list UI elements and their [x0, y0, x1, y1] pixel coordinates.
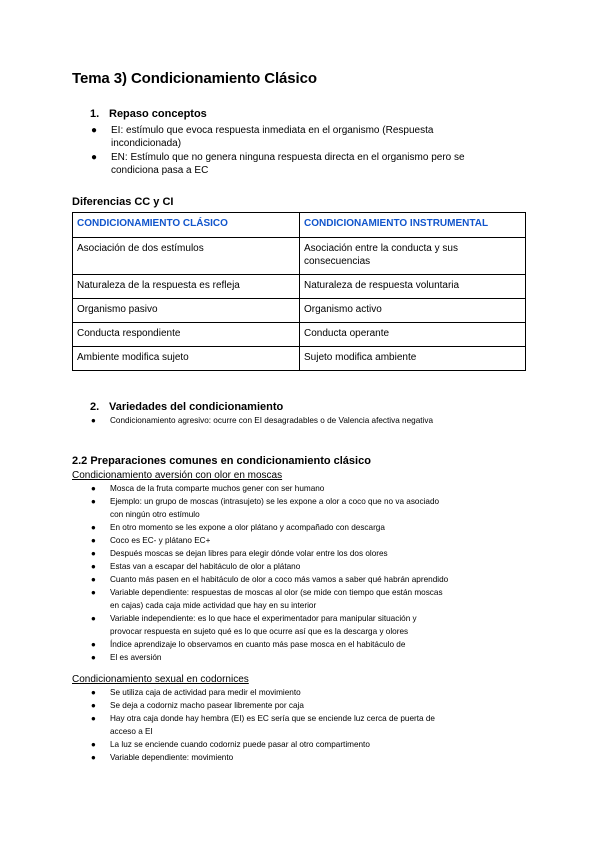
- subsection-title: Condicionamiento sexual en codornices: [72, 674, 249, 685]
- bullet-icon: ●: [91, 536, 96, 545]
- bullet-icon: ●: [91, 575, 96, 584]
- table-header-row: [73, 213, 526, 238]
- bullet-icon: ●: [91, 497, 96, 506]
- page-title: Tema 3) Condicionamiento Clásico: [72, 70, 317, 87]
- bullet-icon: ●: [91, 614, 96, 623]
- table-row: [73, 238, 526, 275]
- bullet-icon: ●: [91, 653, 96, 662]
- table-cell: Conducta respondiente: [73, 323, 300, 347]
- bullet-icon: ●: [91, 753, 96, 762]
- differences-heading: Diferencias CC y CI: [72, 196, 174, 208]
- bullet-icon: ●: [91, 714, 96, 723]
- table-row: [73, 323, 526, 347]
- section22-heading: 2.2 Preparaciones comunes en condicionamiento clásico: [72, 455, 371, 467]
- table-row: [73, 299, 526, 323]
- table-cell: Organismo activo: [300, 299, 526, 323]
- bullet-icon: ●: [91, 640, 96, 649]
- document-page: Tema 3) Condicionamiento Clásico 1. Repaso conceptos ● EI: estímulo que evoca respuesta inmediata en el organismo (Respuesta incondicionada) ● EN: Estímulo que no genera ninguna respuesta directa en el organismo pero se condiciona pasa a EC Diferencias CC y CI CONDICIONAMIENTO CLÁSICO CONDICIONAMIENTO INSTRUMENTAL Asociación de dos estímulos Asociación entre la conducta y sus consecuencias Naturaleza de la respuesta es refleja Naturaleza de respuesta voluntaria Organismo pasivo Organismo activo Conducta respondiente Conducta operante Ambiente modifica sujeto Sujeto modifica ambiente 2. Variedades del condicionamiento ● Condicionamiento agresivo: ocurre con EI desagradables o de Valencia afectiva negativa 2.2 Preparaciones comunes en condicionamiento clásico Condicionamiento aversión con olor en moscas ● Mosca de la fruta comparte muchos gener con ser humano ● Ejemplo: un grupo de moscas (intrasujeto) se les expone a olor a coco que no va asociado con ningún otro estímulo ● En otro momento se les expone a olor plátano y acompañado con descarga ● Coco es EC- y plátano EC+ ● Después moscas se dejan libres para elegir dónde volar entre los dos olores ● Estas van a escapar del habitáculo de olor a plátano ● Cuanto más pasen en el habitáculo de olor a coco más vamos a saber qué habrán aprendido ● Variable dependiente: respuestas de moscas al olor (se mide con tiempo que están moscas en cajas) cada caja mide actividad que hay en su interior ● Variable independiente: es lo que hace el experimentador para manipular situación y provocar respuesta en sujeto qué es lo que ocurre así que es la descarga y olores ● Índice aprendizaje lo observamos en cuanto más pase mosca en el habitáculo de ● El es aversión Condicionamiento sexual en codornices ● Se utiliza caja de actividad para medir el movimiento ● Se deja a codorniz macho pasear libremente por caja ● Hay otra caja donde hay hembra (EI) es EC sería que se enciende luz cerca de puerta de acceso a EI ● La luz se enciende cuando codorniz puede pasar al otro compartimento ● Variable dependiente: movimiento: [0, 0, 600, 848]
- table-cell: Naturaleza de respuesta voluntaria: [300, 275, 526, 299]
- column-header: CONDICIONAMIENTO INSTRUMENTAL: [300, 213, 526, 238]
- section2-heading: Variedades del condicionamiento: [109, 401, 284, 413]
- table-row: [73, 275, 526, 299]
- bullet-icon: ●: [91, 152, 98, 163]
- bullet-icon: ●: [91, 523, 96, 532]
- bullet-icon: ●: [91, 701, 96, 710]
- column-header: CONDICIONAMIENTO CLÁSICO: [73, 213, 300, 238]
- section1-number: 1.: [90, 108, 100, 120]
- table-cell: Organismo pasivo: [73, 299, 300, 323]
- bullet-icon: ●: [91, 688, 96, 697]
- table-cell: Naturaleza de la respuesta es refleja: [73, 275, 300, 299]
- section2-number: 2.: [90, 401, 100, 413]
- comparison-table: [72, 212, 526, 371]
- bullet-icon: ●: [91, 588, 96, 597]
- table-cell: Asociación de dos estímulos: [73, 238, 300, 275]
- bullet-icon: ●: [91, 549, 96, 558]
- bullet-icon: ●: [91, 562, 96, 571]
- table-cell: Sujeto modifica ambiente: [300, 347, 526, 371]
- bullet-icon: ●: [91, 484, 96, 493]
- table-row: [73, 347, 526, 371]
- bullet-icon: ●: [91, 125, 98, 136]
- table-cell: Conducta operante: [300, 323, 526, 347]
- subsection-title: Condicionamiento aversión con olor en moscas: [72, 470, 283, 481]
- section1-heading: Repaso conceptos: [109, 108, 207, 120]
- bullet-icon: ●: [91, 740, 96, 749]
- table-cell: Asociación entre la conducta y sus consecuencias: [300, 238, 526, 275]
- table-cell: Ambiente modifica sujeto: [73, 347, 300, 371]
- bullet-icon: ●: [91, 416, 96, 425]
